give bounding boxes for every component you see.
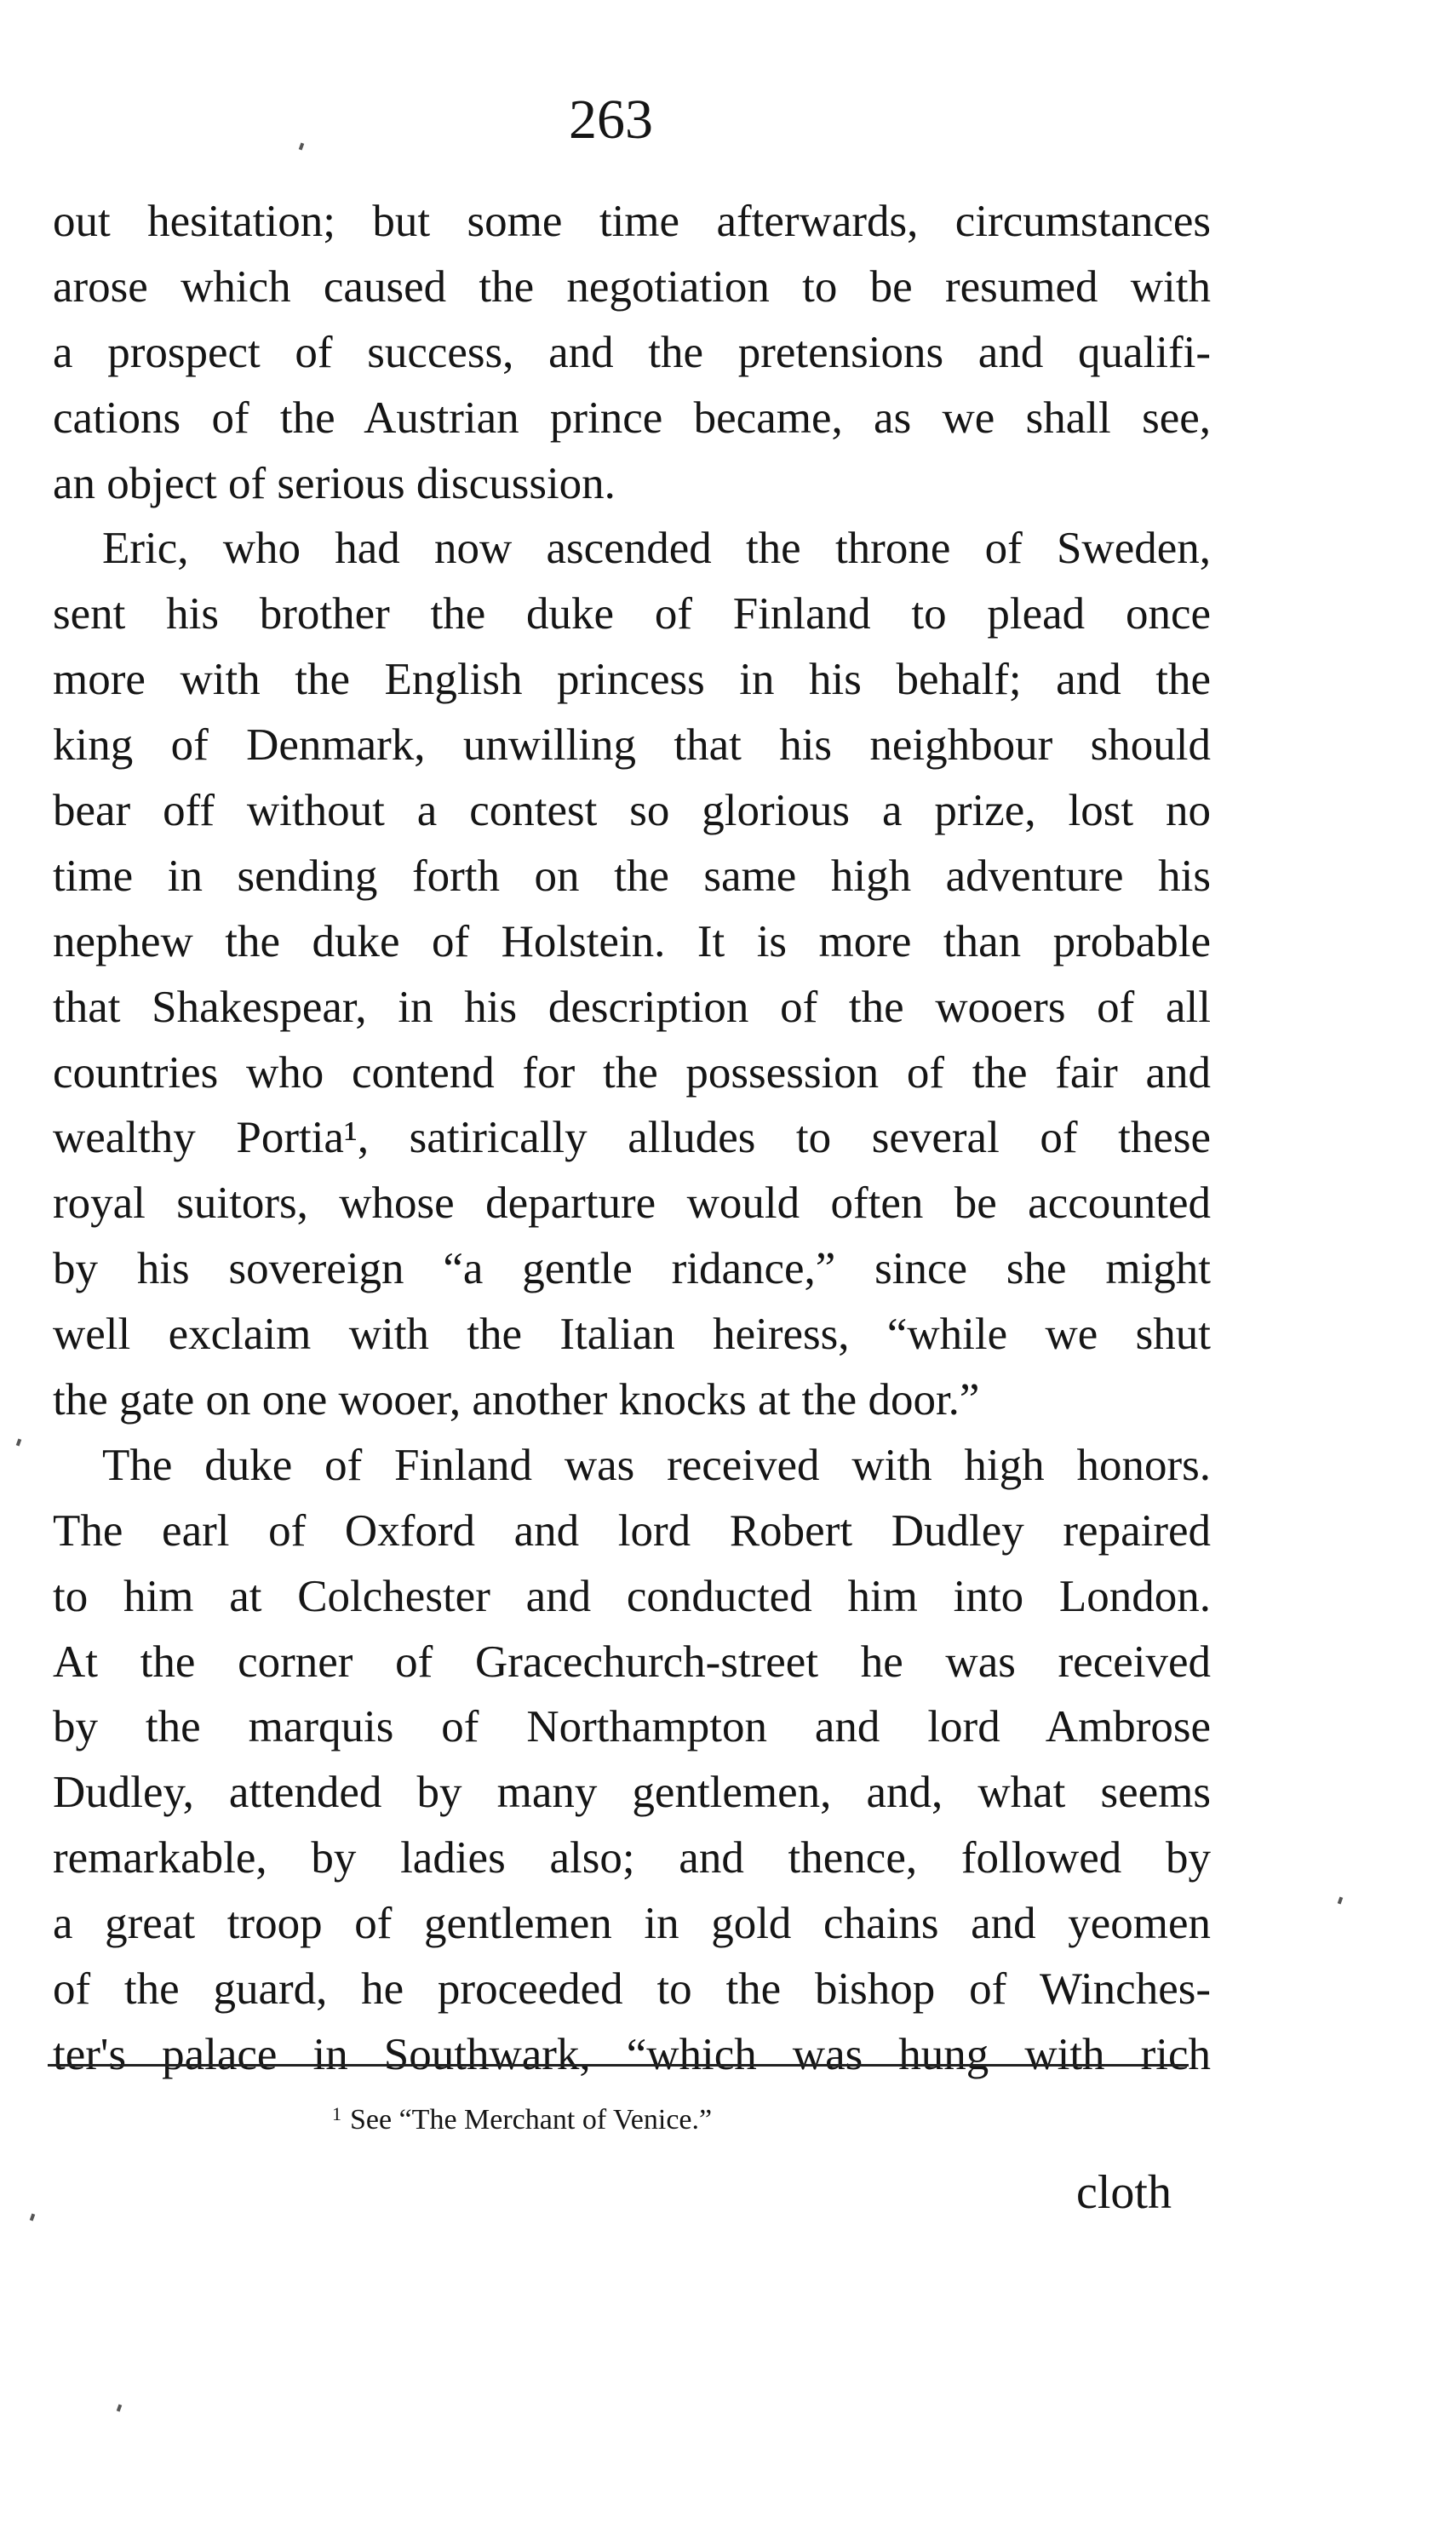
text-line: The earl of Oxford and lord Robert Dudley repaired	[53, 1505, 1211, 1556]
text-line: At the corner of Gracechurch-street he was received	[53, 1637, 1211, 1687]
page-number: 263	[569, 89, 653, 151]
text-line: remarkable, by ladies also; and thence, followed by	[53, 1833, 1211, 1883]
text-line: by his sovereign “a gentle ridance,” since she might	[53, 1244, 1211, 1294]
text-line: countries who contend for the possession of the fair and	[53, 1047, 1211, 1098]
text-line: that Shakespear, in his description of the wooers of all	[53, 982, 1211, 1032]
text-line: arose which caused the negotiation to be resumed with	[53, 261, 1211, 312]
print-speck	[1338, 1897, 1343, 1905]
text-line: royal suitors, whose departure would often be accounted	[53, 1178, 1211, 1229]
text-line: time in sending forth on the same high adventure his	[53, 851, 1211, 901]
text-line: more with the English princess in his behalf; and the	[53, 655, 1211, 705]
text-line: bear off without a contest so glorious a prize, lost no	[53, 786, 1211, 836]
text-line: nephew the duke of Holstein. It is more than probable	[53, 916, 1211, 966]
footnote	[332, 2103, 712, 2138]
footnote-rule	[48, 2064, 1189, 2067]
text-line: wealthy Portia¹, satirically alludes to several of these	[53, 1113, 1211, 1163]
text-line: Eric, who had now ascended the throne of Sweden,	[102, 524, 1211, 574]
text-line: The duke of Finland was received with high honors.	[102, 1440, 1211, 1490]
text-line: to him at Colchester and conducted him into London.	[53, 1571, 1211, 1621]
footnote-marker: 1	[332, 2103, 341, 2124]
print-speck	[16, 1439, 21, 1447]
text-line: well exclaim with the Italian heiress, “while we shut	[53, 1310, 1211, 1360]
text-line: an object of serious discussion.	[53, 458, 616, 508]
text-line: by the marquis of Northampton and lord Ambrose	[53, 1702, 1211, 1752]
text-line: a great troop of gentlemen in gold chains and yeomen	[53, 1899, 1211, 1949]
text-line: ter's palace in Southwark, “which was hung with rich	[53, 2029, 1211, 2079]
text-line: sent his brother the duke of Finland to plead once	[53, 589, 1211, 639]
text-line: a prospect of success, and the pretensions and qualifi-	[53, 327, 1211, 377]
print-speck	[117, 2405, 122, 2412]
text-line: cations of the Austrian prince became, as we shall see,	[53, 393, 1211, 443]
catchword: cloth	[1076, 2166, 1172, 2219]
print-speck	[30, 2214, 35, 2222]
text-line: out hesitation; but some time afterwards, circumstances	[53, 197, 1211, 246]
print-speck	[299, 143, 304, 151]
text-line: the gate on one wooer, another knocks at the door.”	[53, 1375, 980, 1425]
footnote-text: See “The Merchant of Venice.”	[350, 2104, 713, 2136]
text-line: Dudley, attended by many gentlemen, and, what seems	[53, 1768, 1211, 1818]
body-text	[53, 189, 1211, 2088]
text-line: of the guard, he proceeded to the bishop of Winches-	[53, 1964, 1211, 2015]
text-line: king of Denmark, unwilling that his neighbour should	[53, 720, 1211, 771]
